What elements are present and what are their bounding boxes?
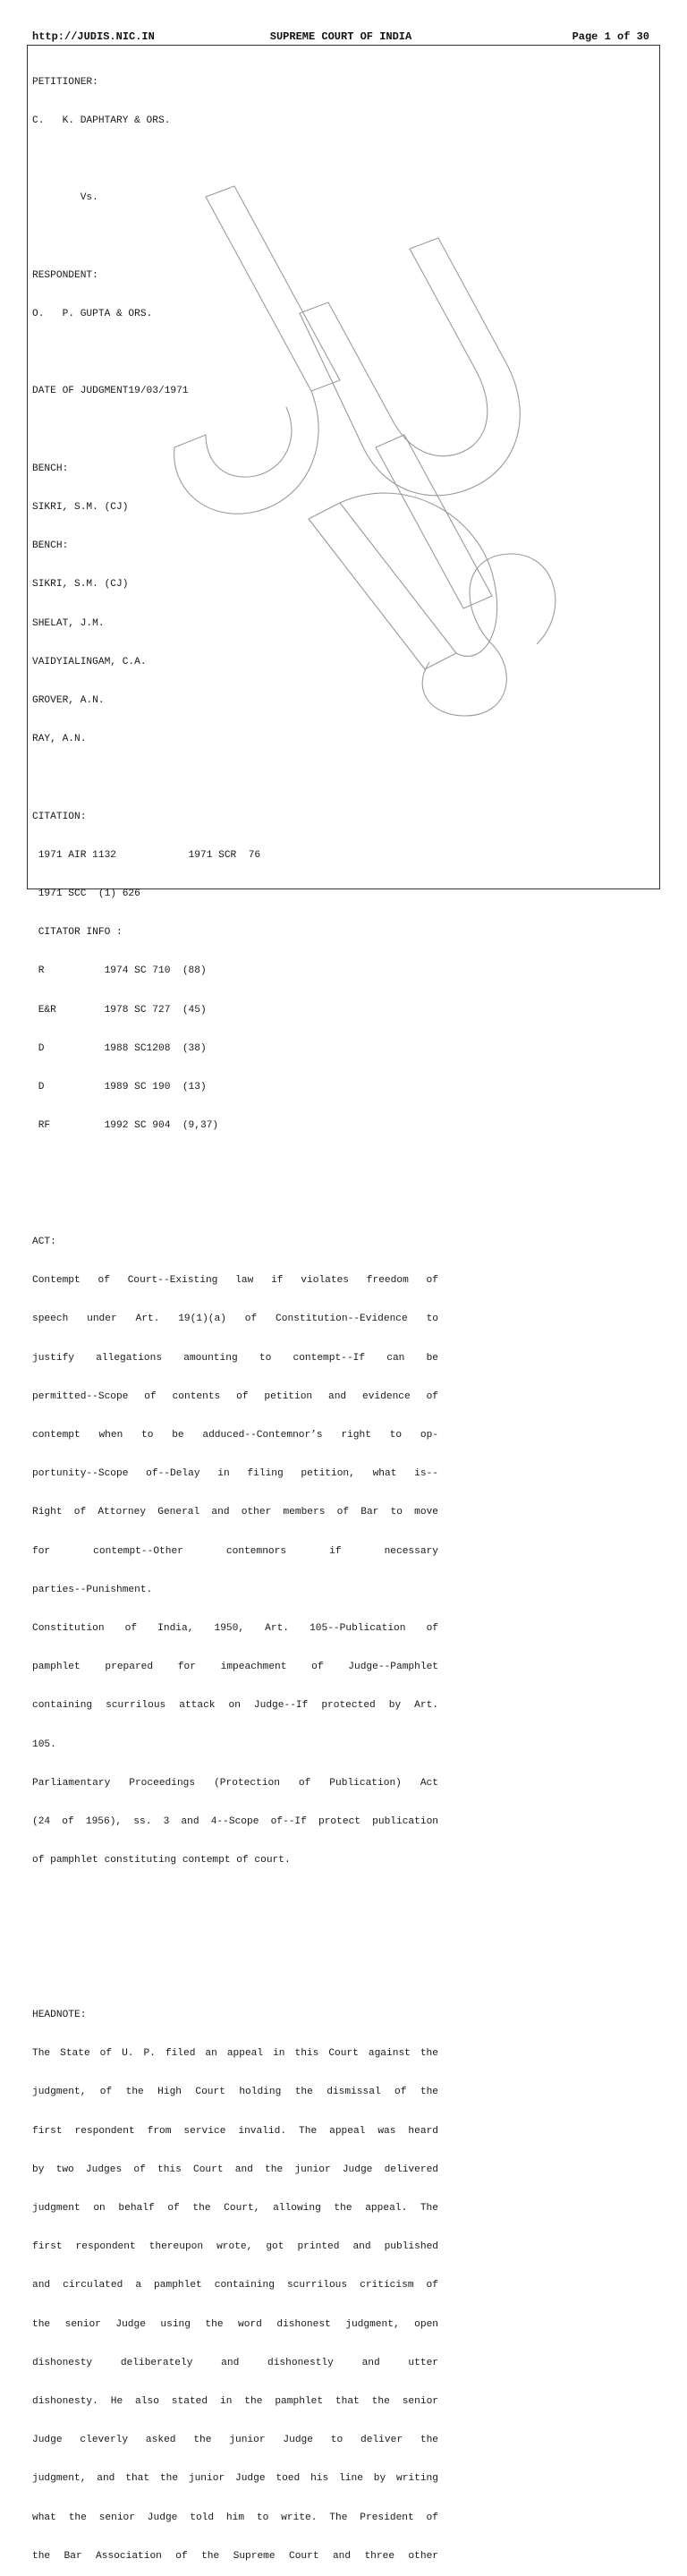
act-line: contempt when to be adduced--Contemnor’s right to op- xyxy=(32,1429,438,1441)
headnote-line: the Bar Association of the Supreme Court and three other xyxy=(32,2550,438,2562)
bench-member: SHELAT, J.M. xyxy=(32,617,105,629)
act-line: Parliamentary Proceedings (Protection of Publication) Act xyxy=(32,1777,438,1789)
act-label: ACT: xyxy=(32,1236,56,1247)
page-header xyxy=(32,30,649,45)
headnote-line: judgment, and that the junior Judge toed his line by writing xyxy=(32,2473,438,2485)
act-line: 105. xyxy=(32,1739,56,1750)
citation-line: 1971 SCC (1) 626 xyxy=(32,888,140,900)
judgment-date: DATE OF JUDGMENT19/03/1971 xyxy=(32,386,189,397)
headnote-line: dishonesty deliberately and dishonestly and utter xyxy=(32,2357,438,2368)
petitioner-name: C. K. DAPHTARY & ORS. xyxy=(32,115,171,127)
act-line: pamphlet prepared for impeachment of Judge--Pamphlet xyxy=(32,1662,438,1673)
respondent-name: O. P. GUPTA & ORS. xyxy=(32,309,153,320)
act-line: Right of Attorney General and other members of Bar to move xyxy=(32,1507,438,1518)
bench-label-2: BENCH: xyxy=(32,540,69,552)
court-name: SUPREME COURT OF INDIA xyxy=(269,30,412,43)
headnote-line: first respondent thereupon wrote, got printed and published xyxy=(32,2241,438,2253)
bench-label: BENCH: xyxy=(32,463,69,474)
bench-member: VAIDYIALINGAM, C.A. xyxy=(32,656,147,667)
bench-member: SIKRI, S.M. (CJ) xyxy=(32,579,129,591)
source-url[interactable]: http://JUDIS.NIC.IN xyxy=(32,30,155,43)
headnote-line: judgment on behalf of the Court, allowing the appeal. The xyxy=(32,2202,438,2214)
versus-label: Vs. xyxy=(32,192,98,204)
act-line: of pamphlet constituting contempt of court. xyxy=(32,1855,291,1866)
act-line: portunity--Scope of--Delay in filing petition, what is-- xyxy=(32,1468,438,1480)
bench-first: SIKRI, S.M. (CJ) xyxy=(32,502,129,514)
act-line: for contempt--Other contemnors if necessary xyxy=(32,1545,438,1557)
headnote-line: Judge cleverly asked the junior Judge to deliver the xyxy=(32,2435,438,2446)
headnote-line: The State of U. P. filed an appeal in this Court against the xyxy=(32,2048,438,2060)
citation-line: 1971 AIR 1132 1971 SCR 76 xyxy=(32,849,261,861)
citator-row: D 1988 SC1208 (38) xyxy=(32,1042,207,1054)
act-line: parties--Punishment. xyxy=(32,1584,153,1595)
citator-row: R 1974 SC 710 (88) xyxy=(32,965,207,977)
judgment-text xyxy=(32,50,438,2576)
citator-row: RF 1992 SC 904 (9,37) xyxy=(32,1120,219,1132)
headnote-line: and circulated a pamphlet containing scurrilous criticism of xyxy=(32,2280,438,2291)
act-line: permitted--Scope of contents of petition and evidence of xyxy=(32,1390,438,1402)
page-number: Page 1 of 30 xyxy=(572,30,649,43)
citator-row: E&R 1978 SC 727 (45) xyxy=(32,1004,207,1016)
act-line: justify allegations amounting to contempt--If can be xyxy=(32,1352,438,1364)
citation-label: CITATION: xyxy=(32,811,87,822)
petitioner-label: PETITIONER: xyxy=(32,76,98,88)
act-line: Constitution of India, 1950, Art. 105--Publication of xyxy=(32,1622,438,1634)
bench-member: GROVER, A.N. xyxy=(32,695,105,707)
respondent-label: RESPONDENT: xyxy=(32,269,98,281)
headnote-line: the senior Judge using the word dishonest judgment, open xyxy=(32,2318,438,2330)
citator-label: CITATOR INFO : xyxy=(32,927,123,939)
headnote-line: first respondent from service invalid. The appeal was heard xyxy=(32,2125,438,2137)
act-line: containing scurrilous attack on Judge--If protected by Art. xyxy=(32,1700,438,1712)
headnote-line: dishonesty. He also stated in the pamphlet that the senior xyxy=(32,2396,438,2407)
act-line: speech under Art. 19(1)(a) of Constitution--Evidence to xyxy=(32,1314,438,1325)
headnote-line: judgment, of the High Court holding the dismissal of the xyxy=(32,2087,438,2098)
bench-member: RAY, A.N. xyxy=(32,734,87,745)
headnote-line: by two Judges of this Court and the junior Judge delivered xyxy=(32,2164,438,2175)
act-line: (24 of 1956), ss. 3 and 4--Scope of--If protect publication xyxy=(32,1815,438,1827)
headnote-line: what the senior Judge told him to write. The President of xyxy=(32,2512,438,2523)
citator-row: D 1989 SC 190 (13) xyxy=(32,1082,207,1093)
headnote-label: HEADNOTE: xyxy=(32,2009,87,2020)
act-line: Contempt of Court--Existing law if violates freedom of xyxy=(32,1275,438,1287)
